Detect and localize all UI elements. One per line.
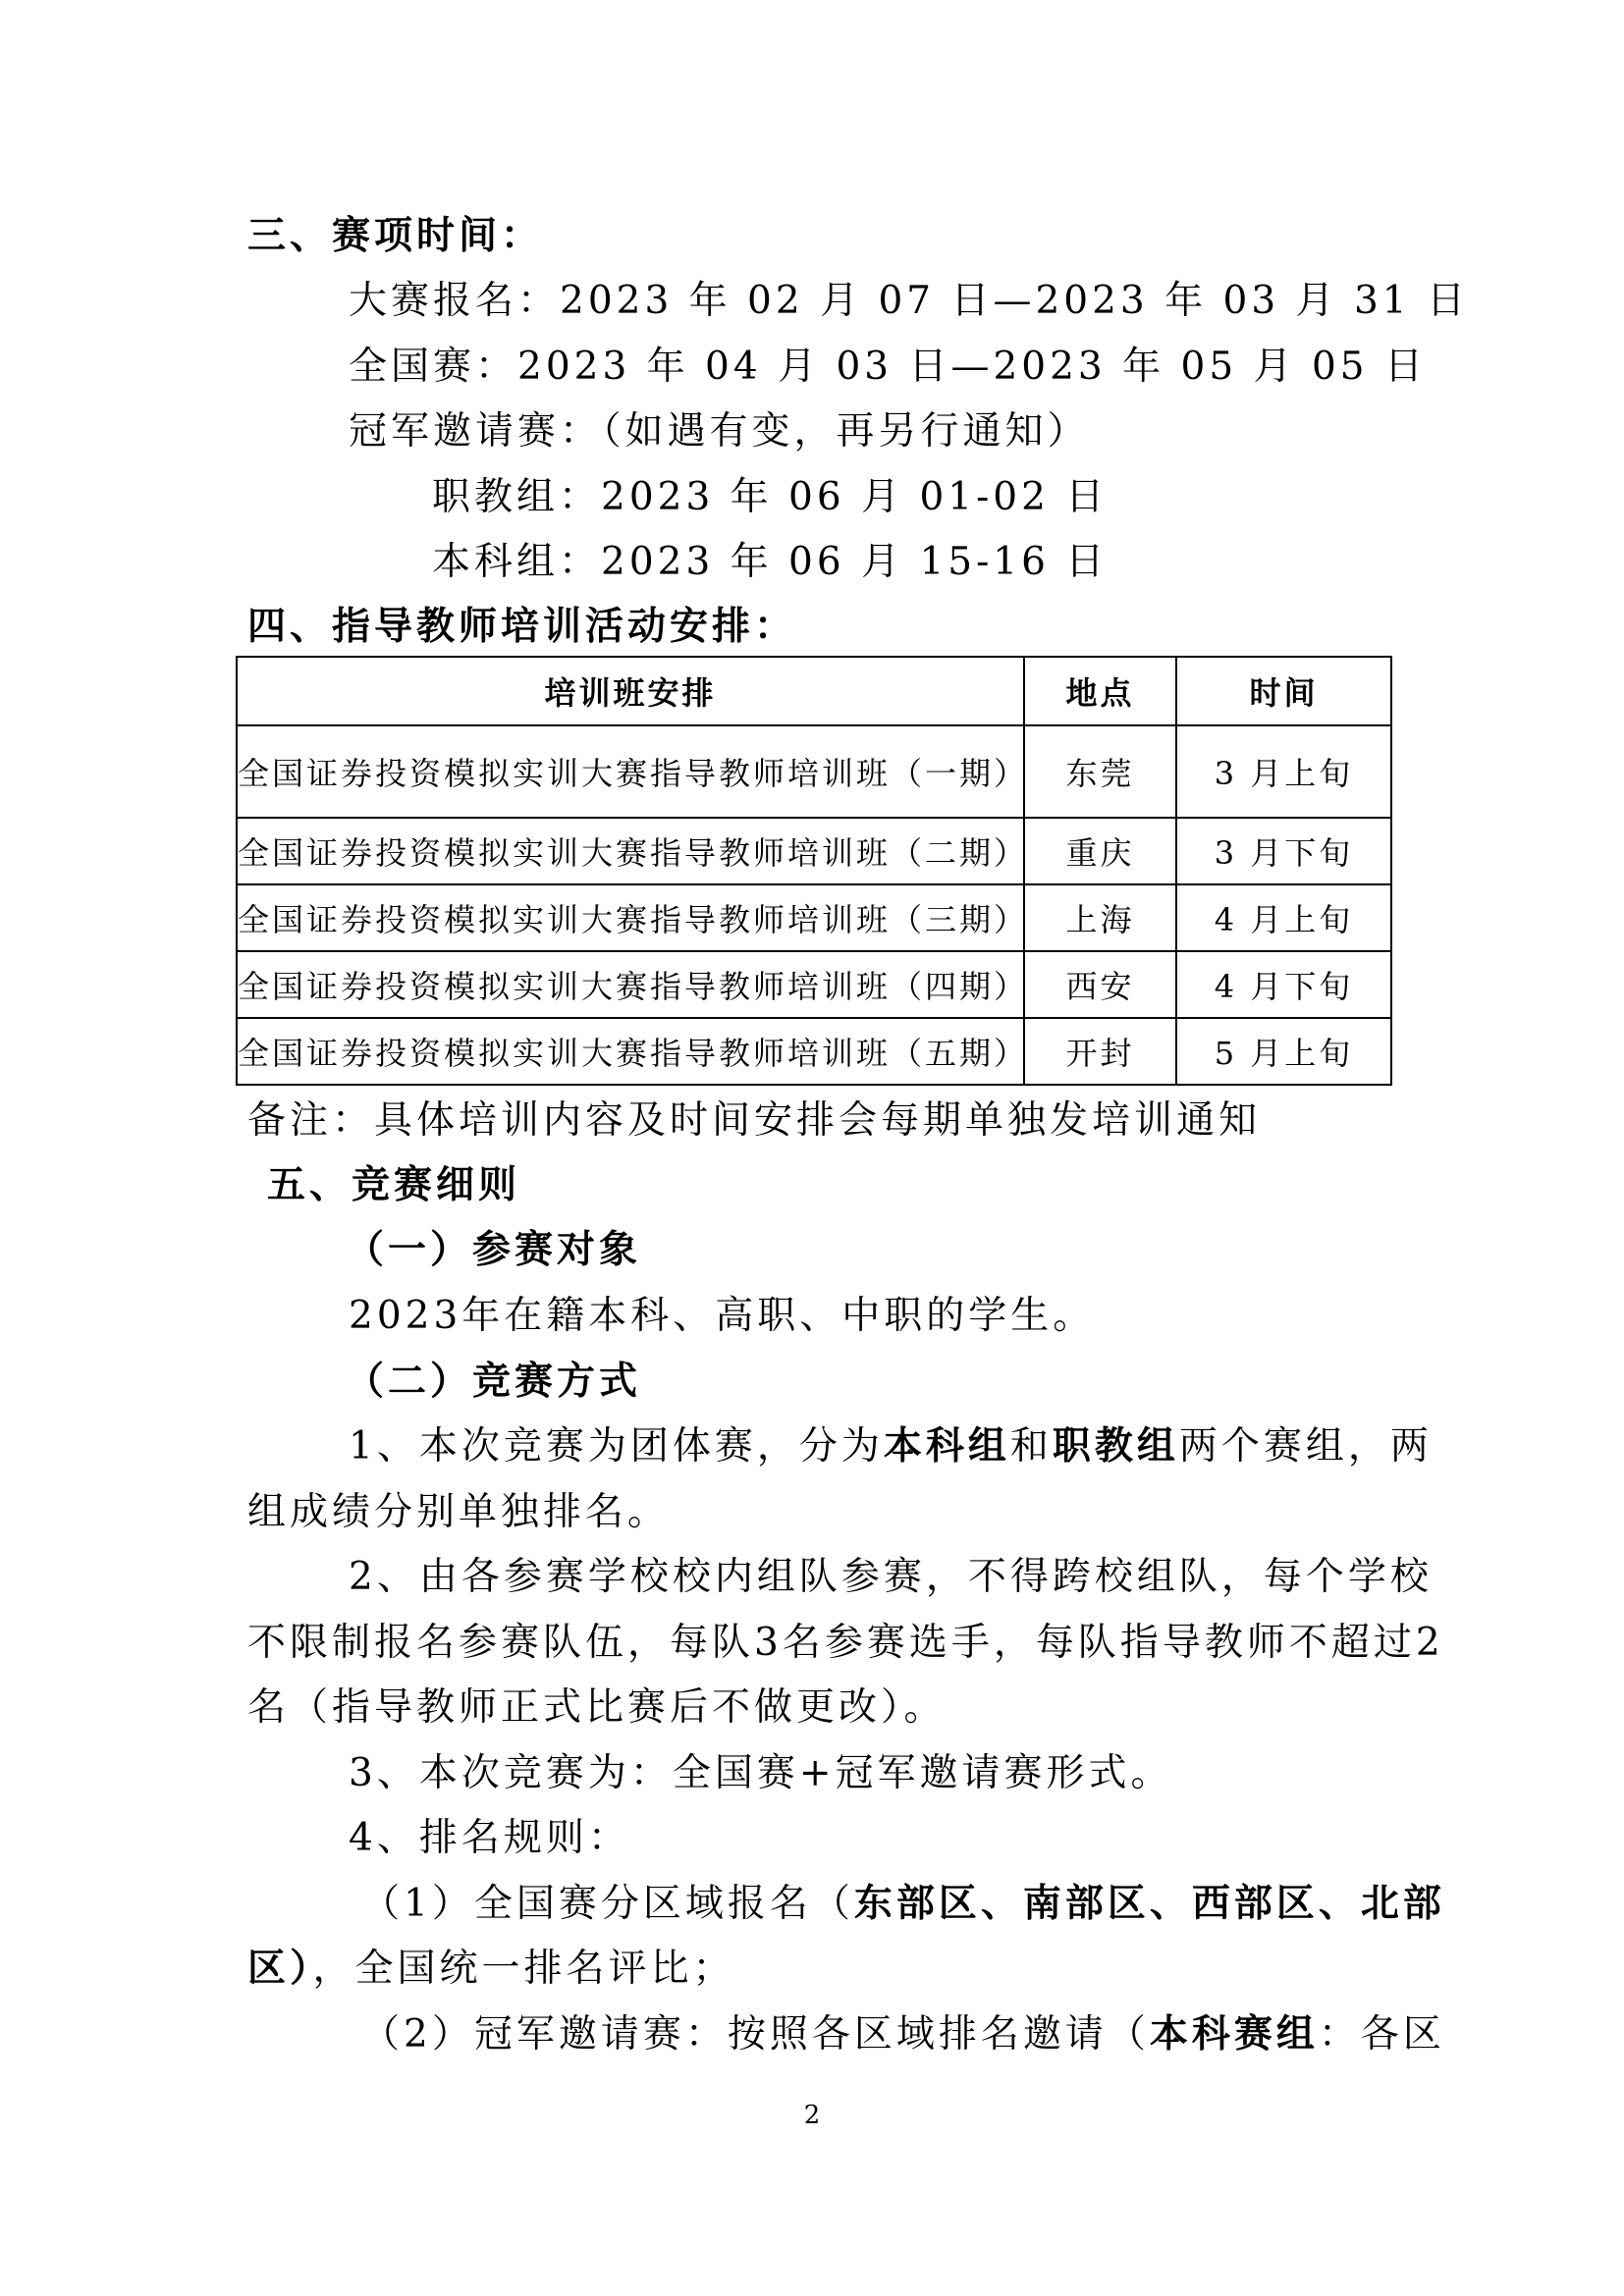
section3-title: 三、赛项时间： (247, 214, 544, 258)
header-time: 时间 (1176, 657, 1391, 725)
rule-5-line2: 区），全国统一排名评比； (247, 1947, 735, 1991)
table-row (237, 884, 1391, 951)
rule-6-line1: （2）冠军邀请赛：按照各区域排名邀请（本科赛组：各区 (361, 2012, 1445, 2056)
vocational-date: 职教组：2023 年 06 月 01-02 日 (432, 475, 1109, 519)
page-number: 2 (803, 2101, 821, 2130)
sub1-text: 2023年在籍本科、高职、中职的学生。 (349, 1294, 1096, 1338)
national-date: 全国赛：2023 年 04 月 03 日—2023 年 05 月 05 日 (349, 345, 1427, 389)
table-header-row (237, 657, 1391, 725)
class-time: 4 月下旬 (1176, 951, 1391, 1018)
class-time: 4 月上旬 (1176, 884, 1391, 951)
registration-date: 大赛报名：2023 年 02 月 07 日—2023 年 03 月 31 日 (349, 279, 1469, 323)
class-name: 全国证券投资模拟实训大赛指导教师培训班（三期） (237, 884, 1024, 951)
training-table (236, 656, 1392, 1086)
table-row (237, 725, 1391, 818)
rule-2-line1: 2、由各参赛学校校内组队参赛，不得跨校组队，每个学校 (349, 1555, 1433, 1599)
header-place: 地点 (1024, 657, 1176, 725)
class-place: 开封 (1024, 1018, 1176, 1085)
regions: 东部区、南部区、西部区、北部 (853, 1882, 1445, 1926)
invitational-note: 冠军邀请赛：（如遇有变，再另行通知） (349, 409, 1090, 454)
class-name: 全国证券投资模拟实训大赛指导教师培训班（五期） (237, 1018, 1024, 1085)
section4-title: 四、指导教师培训活动安排： (247, 605, 797, 649)
group-undergraduate-invite: 本科赛组 (1149, 2012, 1319, 2056)
class-time: 3 月上旬 (1176, 725, 1391, 818)
table-row (237, 1018, 1391, 1085)
group-undergraduate: 本科组 (883, 1424, 1010, 1468)
rule-2-line2: 不限制报名参赛队伍，每队3名参赛选手，每队指导教师不超过2 (247, 1621, 1444, 1665)
sub2-title: （二）竞赛方式 (346, 1360, 642, 1404)
rule-5-line1: （1）全国赛分区域报名（东部区、南部区、西部区、北部 (361, 1882, 1445, 1926)
rule-2-line3: 名（指导教师正式比赛后不做更改）。 (247, 1685, 947, 1730)
table-row (237, 818, 1391, 884)
header-class: 培训班安排 (237, 657, 1024, 725)
rule-1-line1: 1、本次竞赛为团体赛，分为本科组和职教组两个赛组，两 (349, 1424, 1433, 1468)
class-place: 东莞 (1024, 725, 1176, 818)
class-time: 5 月上旬 (1176, 1018, 1391, 1085)
class-name: 全国证券投资模拟实训大赛指导教师培训班（四期） (237, 951, 1024, 1018)
class-place: 上海 (1024, 884, 1176, 951)
section5-title: 五、竞赛细则 (267, 1163, 521, 1207)
class-time: 3 月下旬 (1176, 818, 1391, 884)
training-note: 备注：具体培训内容及时间安排会每期单独发培训通知 (247, 1098, 1262, 1143)
rule-3: 3、本次竞赛为：全国赛+冠军邀请赛形式。 (349, 1751, 1173, 1795)
table-row (237, 951, 1391, 1018)
sub1-title: （一）参赛对象 (346, 1228, 642, 1272)
group-vocational: 职教组 (1052, 1424, 1179, 1468)
undergraduate-date: 本科组：2023 年 06 月 15-16 日 (432, 540, 1109, 584)
class-name: 全国证券投资模拟实训大赛指导教师培训班（一期） (237, 725, 1024, 818)
rule-4: 4、排名规则： (349, 1816, 630, 1860)
class-name: 全国证券投资模拟实训大赛指导教师培训班（二期） (237, 818, 1024, 884)
class-place: 重庆 (1024, 818, 1176, 884)
class-place: 西安 (1024, 951, 1176, 1018)
rule-1-line2: 组成绩分别单独排名。 (247, 1490, 671, 1534)
